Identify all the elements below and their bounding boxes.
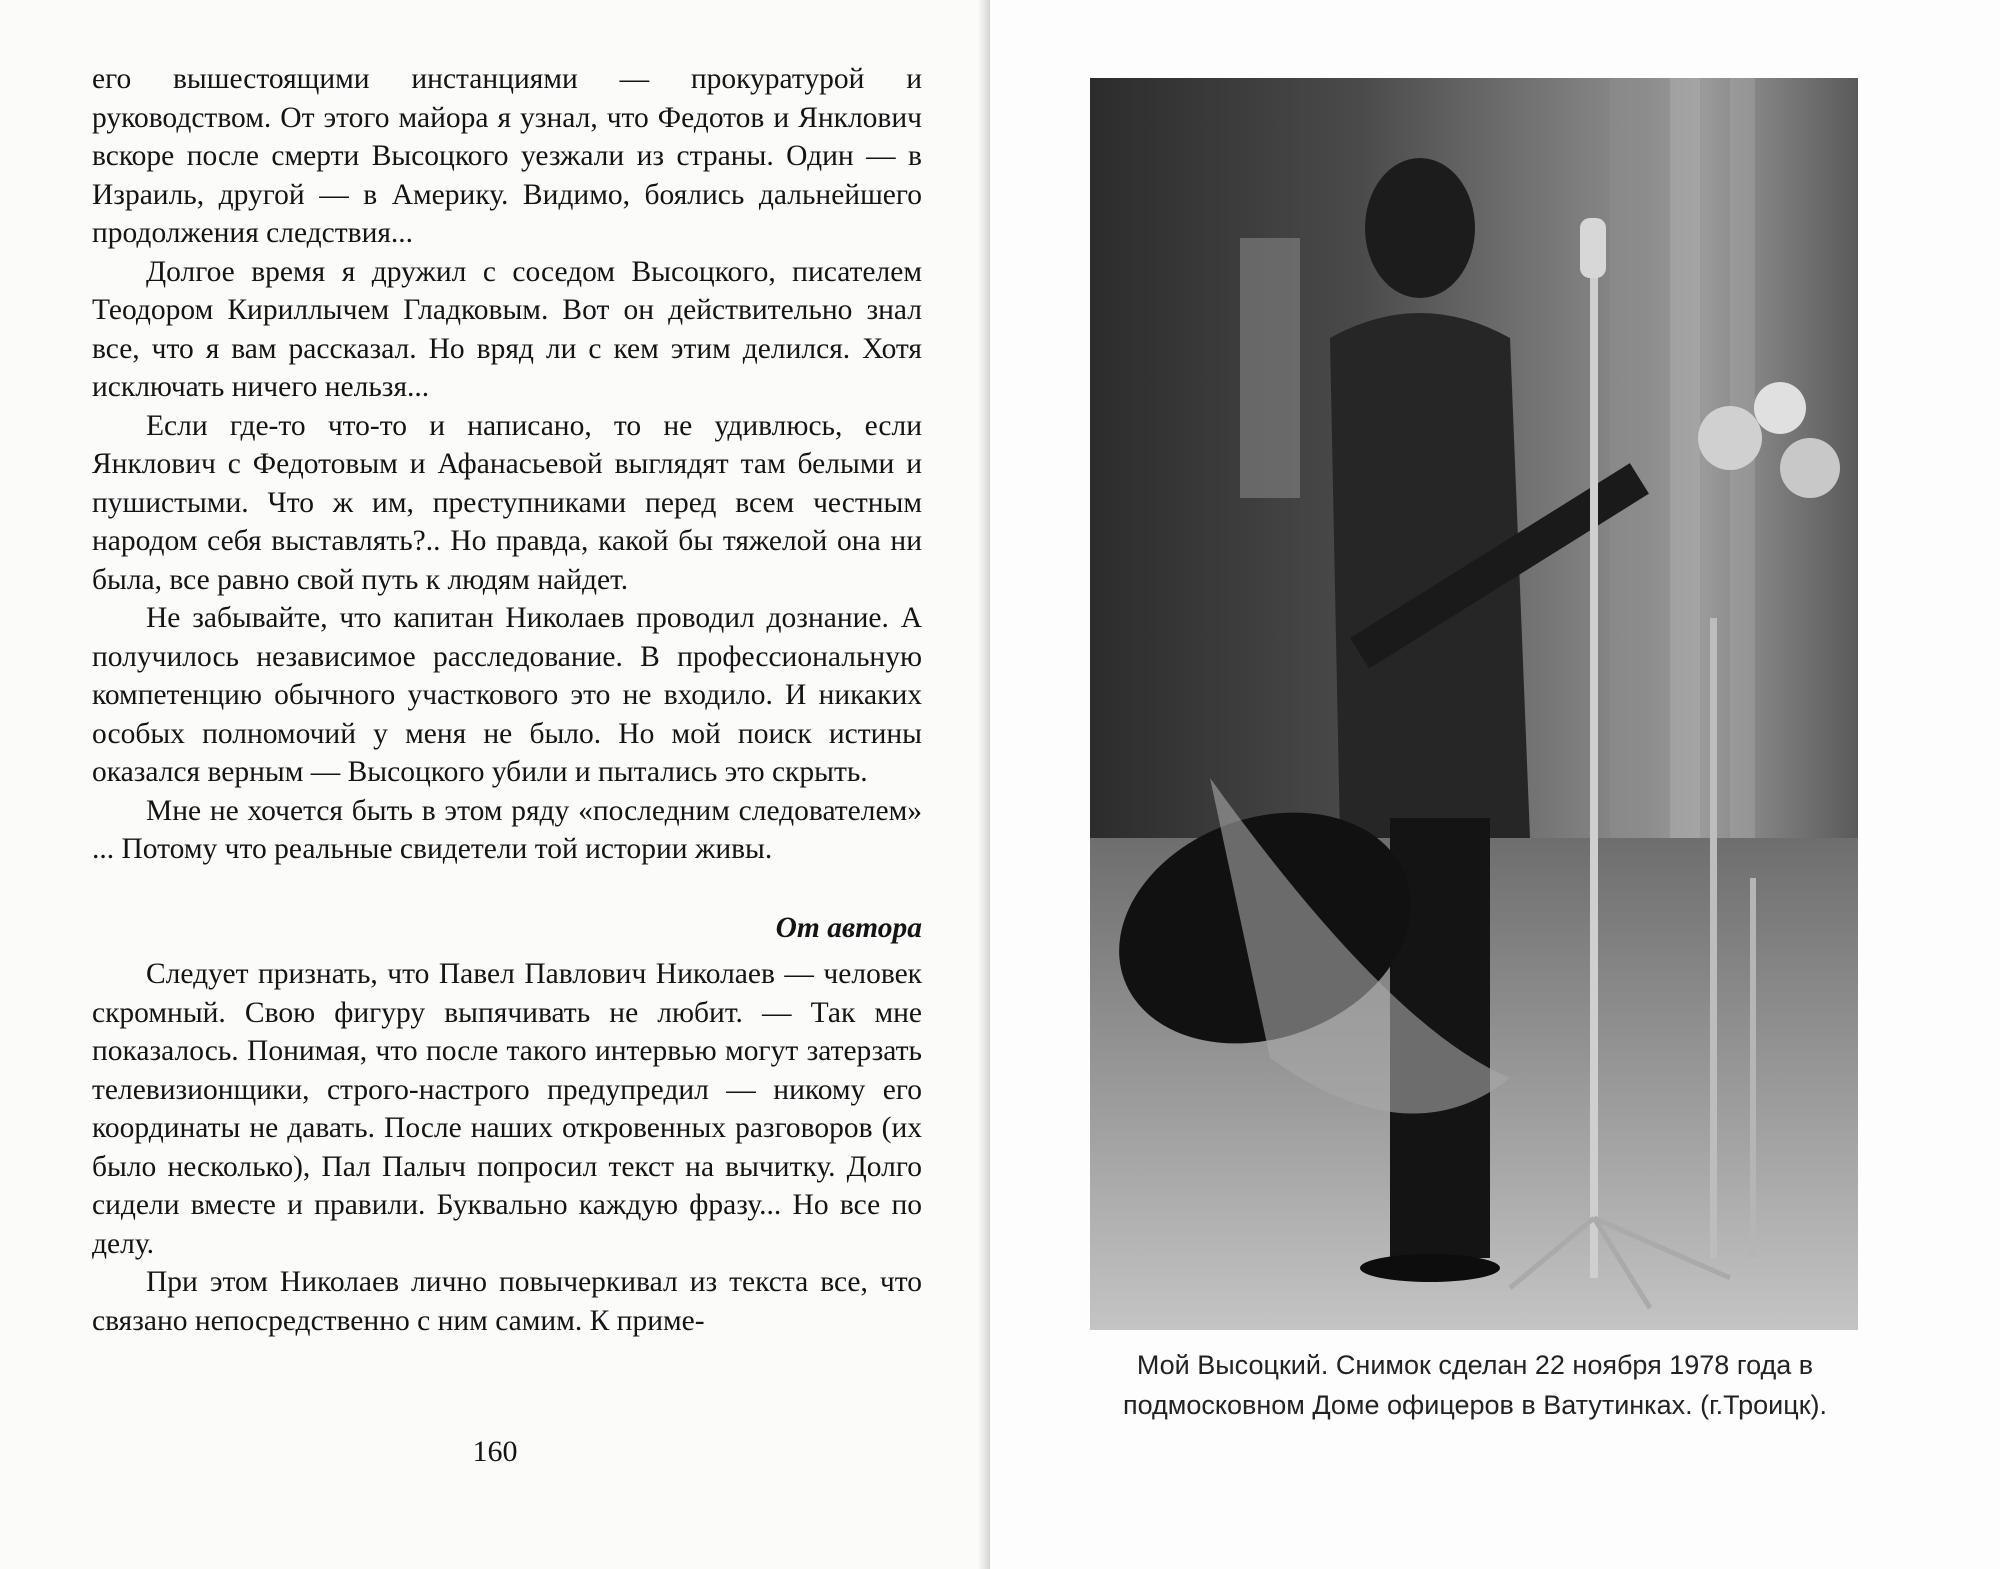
paragraph: его вышестоящими инстанциями — прокуратурой и руководством. От этого майора я узнал, что Федотов и Янклович вскоре после смерти Высоцкого уезжали из страны. Один — в Израиль, другой — в Америку. Видимо, боялись дальнейшего продолжения следствия... [92, 63, 922, 249]
paragraph: Не забывайте, что капитан Николаев проводил дознание. А получилось независимое расследование. В профессиональную компетенцию обычного участкового это не входило. И никаких особых полномочий у меня не было. Но мой поиск истины оказался верным — Высоцкого убили и пытались это скрыть. [92, 602, 922, 788]
section-heading: От автора [775, 911, 922, 944]
photo [1090, 78, 1858, 1330]
caption-line: Мой Высоцкий. Снимок сделан 22 ноября 1978 года в [1136, 1350, 1814, 1380]
paragraph: Следует признать, что Павел Павлович Николаев — человек скромный. Свою фигуру выпячивать не любит. — Так мне показалось. Понимая, что после такого интервью могут затерзать телевизионщики, строго-настрого предупредил — никому его координаты не давать. После наших откровенных разговоров (их было несколько), Пал Палыч попросил текст на вычитку. Долго сидели вместе и правили. Буквально каждую фразу... Но все по делу. [92, 958, 922, 1260]
paragraph: Долгое время я дружил с соседом Высоцкого, писателем Теодором Кириллычем Гладковым. Вот он действительно знал все, что я вам рассказал. Но вряд ли с кем этим делился. Хотя исключать ничего нельзя... [92, 255, 922, 403]
photo-caption [1060, 1345, 1890, 1425]
paragraph: Мне не хочется быть в этом ряду «последним следователем» ... Потому что реальные свидетели той истории живы. [92, 794, 922, 865]
paragraph: При этом Николаев лично повычеркивал из текста все, что связано непосредственно с ним самим. К приме- [92, 1266, 922, 1337]
body-text [92, 60, 922, 1340]
photo-image [1090, 78, 1858, 1330]
paragraph: Если где-то что-то и написано, то не удивлюсь, если Янклович с Федотовым и Афанасьевой выглядят там белыми и пушистыми. Что ж им, преступниками перед всем честным народом себя выставлять?.. Но правда, какой бы тяжелой она ни была, все равно свой путь к людям найдет. [92, 409, 922, 596]
caption-line: подмосковном Доме офицеров в Ватутинках. (г.Троицк). [1122, 1390, 1828, 1420]
page-number: 160 [472, 1435, 518, 1468]
left-page [0, 0, 990, 1569]
